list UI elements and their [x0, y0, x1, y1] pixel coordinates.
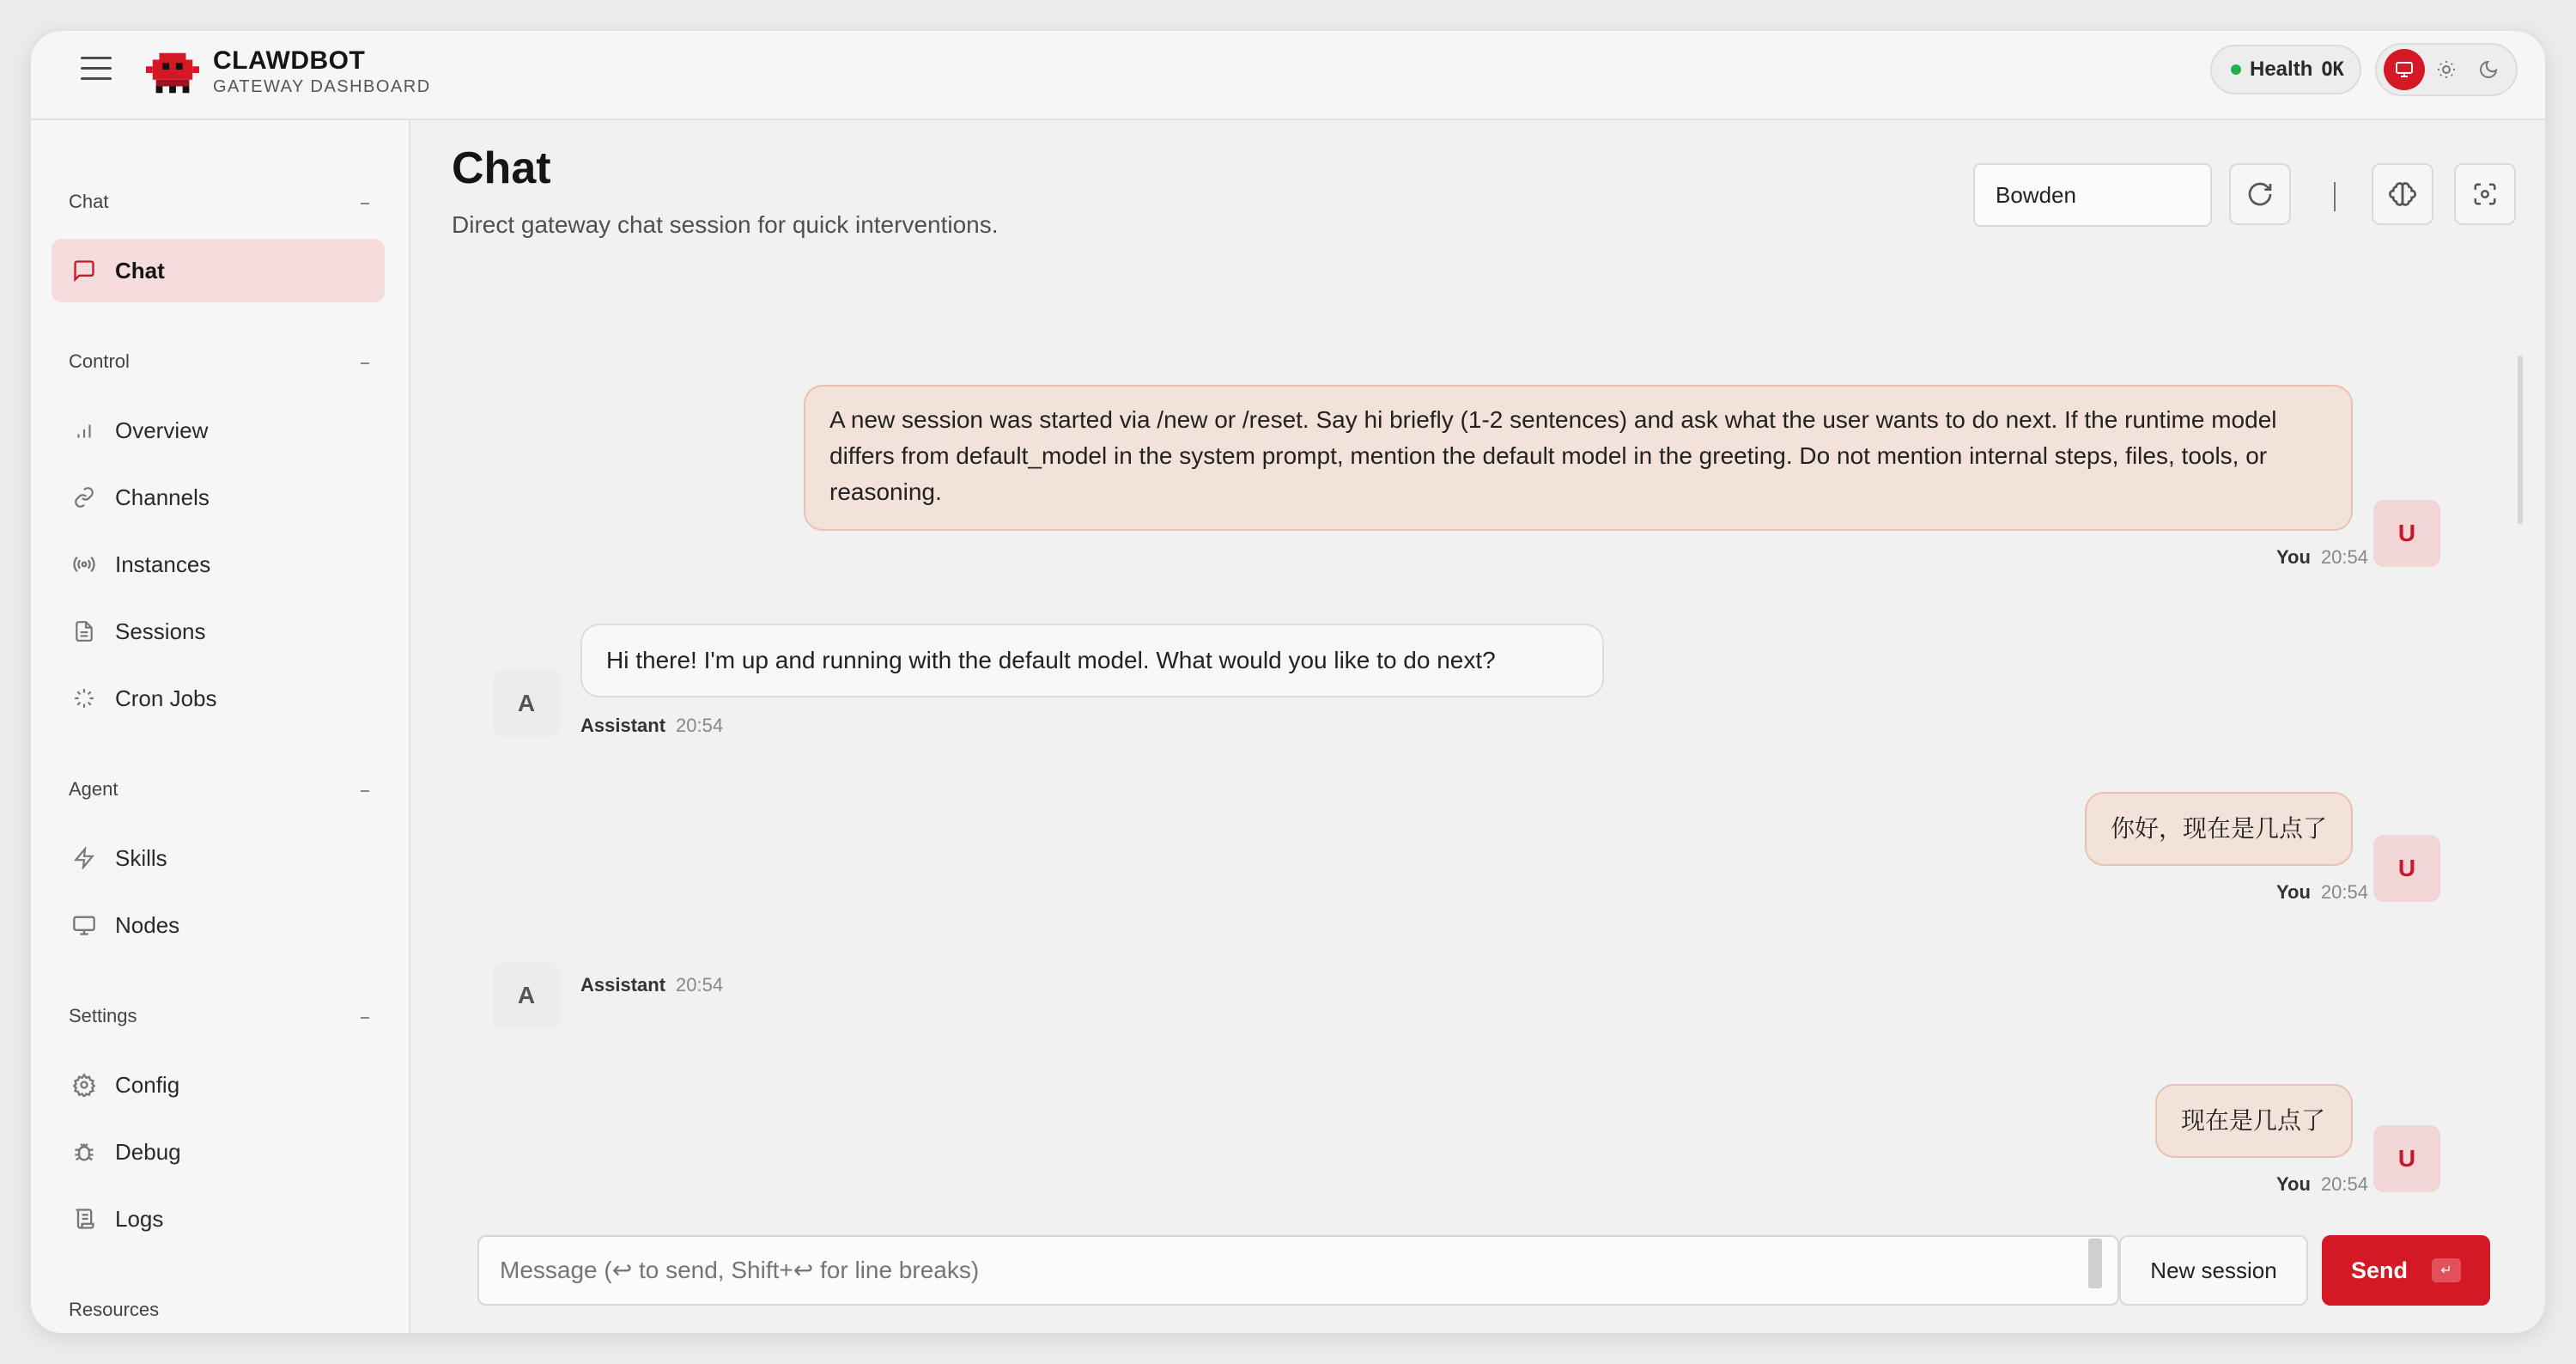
session-select[interactable]: Bowden — [1973, 163, 2212, 227]
sidebar-item-label: Debug — [115, 1138, 181, 1165]
sidebar-item-sessions[interactable] — [52, 600, 385, 663]
refresh-button[interactable] — [2229, 163, 2291, 225]
theme-light-button[interactable] — [2426, 49, 2467, 90]
sidebar-item-label: Skills — [115, 844, 167, 871]
focus-icon — [2472, 181, 2498, 207]
sun-icon — [2436, 59, 2457, 80]
section-label-agent: Agent — [69, 778, 118, 800]
sidebar-item-label: Sessions — [115, 618, 206, 644]
sidebar-item-overview[interactable] — [52, 399, 385, 462]
toolbar-divider — [2334, 182, 2336, 211]
gear-icon — [70, 1071, 98, 1099]
top-bar — [31, 31, 2545, 120]
app-title: CLAWDBOT — [213, 46, 366, 75]
section-label-control: Control — [69, 350, 130, 372]
message-meta — [580, 974, 723, 996]
assistant-avatar: A — [493, 962, 560, 1029]
page-subtitle: Direct gateway chat session for quick interventions. — [452, 211, 999, 238]
user-message-bubble: A new session was started via /new or /reset. Say hi briefly (1-2 sentences) and ask what the user wants to do next. If the runtime model differs from default_model in the system prompt, mention the default model in the greeting. Do not mention internal steps, files, tools, or reasoning. — [804, 385, 2353, 531]
sidebar-item-config[interactable] — [52, 1053, 385, 1117]
sidebar-item-label: Nodes — [115, 911, 180, 938]
app-subtitle: GATEWAY DASHBOARD — [213, 77, 431, 96]
user-avatar: U — [2373, 1125, 2440, 1192]
loader-icon — [70, 685, 98, 712]
collapse-icon[interactable] — [361, 203, 369, 204]
theme-system-button[interactable] — [2384, 49, 2425, 90]
composer-scrollbar[interactable] — [2088, 1239, 2102, 1288]
sidebar-item-label: Cron Jobs — [115, 685, 217, 711]
sidebar-item-label: Logs — [115, 1205, 164, 1232]
collapse-icon[interactable] — [361, 1017, 369, 1019]
section-label-resources: Resources — [69, 1299, 160, 1320]
send-button[interactable] — [2322, 1235, 2490, 1306]
message-time: 20:54 — [676, 974, 724, 996]
message-time: 20:54 — [2320, 546, 2368, 568]
moon-icon — [2478, 59, 2499, 80]
message-author: Assistant — [580, 974, 666, 996]
message-meta — [580, 715, 723, 737]
message-meta — [2276, 546, 2368, 569]
health-status — [2210, 45, 2361, 94]
user-avatar: U — [2373, 835, 2440, 902]
monitor-icon — [70, 911, 98, 939]
collapse-icon[interactable] — [361, 790, 369, 792]
bar-chart-icon — [70, 417, 98, 444]
sidebar-item-instances[interactable] — [52, 533, 385, 596]
app-window — [31, 31, 2545, 1333]
theme-dark-button[interactable] — [2468, 49, 2509, 90]
message-time: 20:54 — [676, 715, 724, 736]
message-meta — [2276, 1173, 2368, 1196]
sidebar-item-chat[interactable] — [52, 239, 385, 302]
brain-icon — [2389, 180, 2416, 208]
sidebar-item-logs[interactable] — [52, 1187, 385, 1251]
new-session-button[interactable]: New session — [2119, 1235, 2308, 1306]
sidebar — [31, 120, 410, 1333]
health-label: Health — [2250, 58, 2313, 81]
radio-icon — [70, 551, 98, 578]
sidebar-item-label: Overview — [115, 417, 209, 443]
assistant-avatar: A — [493, 670, 560, 737]
section-label-chat: Chat — [69, 191, 109, 212]
sidebar-item-skills[interactable] — [52, 826, 385, 890]
menu-icon[interactable] — [81, 57, 112, 82]
status-dot-icon — [2231, 64, 2241, 75]
message-author: You — [2276, 881, 2311, 903]
sidebar-item-label: Chat — [115, 257, 165, 283]
sidebar-item-channels[interactable] — [52, 466, 385, 529]
zap-icon — [70, 844, 98, 872]
assistant-message-bubble: Hi there! I'm up and running with the default model. What would you like to do next? — [580, 624, 1604, 697]
sidebar-item-label: Instances — [115, 551, 211, 577]
sidebar-item-label: Config — [115, 1071, 180, 1098]
health-value: OK — [2321, 58, 2344, 81]
page-title: Chat — [452, 143, 551, 193]
message-time: 20:54 — [2320, 881, 2368, 903]
sidebar-item-debug[interactable] — [52, 1120, 385, 1184]
link-icon — [70, 484, 98, 511]
user-message-bubble: 你好，现在是几点了 — [2085, 792, 2353, 866]
collapse-icon[interactable] — [361, 362, 369, 364]
message-input[interactable] — [477, 1235, 2119, 1306]
sidebar-item-nodes[interactable] — [52, 893, 385, 957]
user-avatar: U — [2373, 500, 2440, 567]
thinking-toggle-button[interactable] — [2372, 163, 2433, 225]
section-label-settings: Settings — [69, 1005, 137, 1026]
clawdbot-logo — [146, 46, 199, 100]
enter-key-icon: ↵ — [2432, 1258, 2461, 1282]
message-author: You — [2276, 1173, 2311, 1195]
sidebar-item-label: Channels — [115, 484, 210, 510]
scroll-icon — [70, 1205, 98, 1233]
send-label: Send — [2350, 1257, 2408, 1283]
user-message-bubble: 现在是几点了 — [2155, 1084, 2353, 1158]
focus-mode-button[interactable] — [2454, 163, 2516, 225]
message-author: Assistant — [580, 715, 666, 736]
message-meta — [2276, 881, 2368, 904]
monitor-icon — [2394, 59, 2415, 80]
chat-scrollbar[interactable] — [2518, 356, 2523, 524]
theme-switcher — [2375, 43, 2518, 96]
bug-icon — [70, 1138, 98, 1166]
message-author: You — [2276, 546, 2311, 568]
refresh-icon — [2246, 180, 2274, 208]
message-time: 20:54 — [2320, 1173, 2368, 1195]
sidebar-item-cron-jobs[interactable] — [52, 667, 385, 730]
file-icon — [70, 618, 98, 645]
message-icon — [70, 257, 98, 284]
